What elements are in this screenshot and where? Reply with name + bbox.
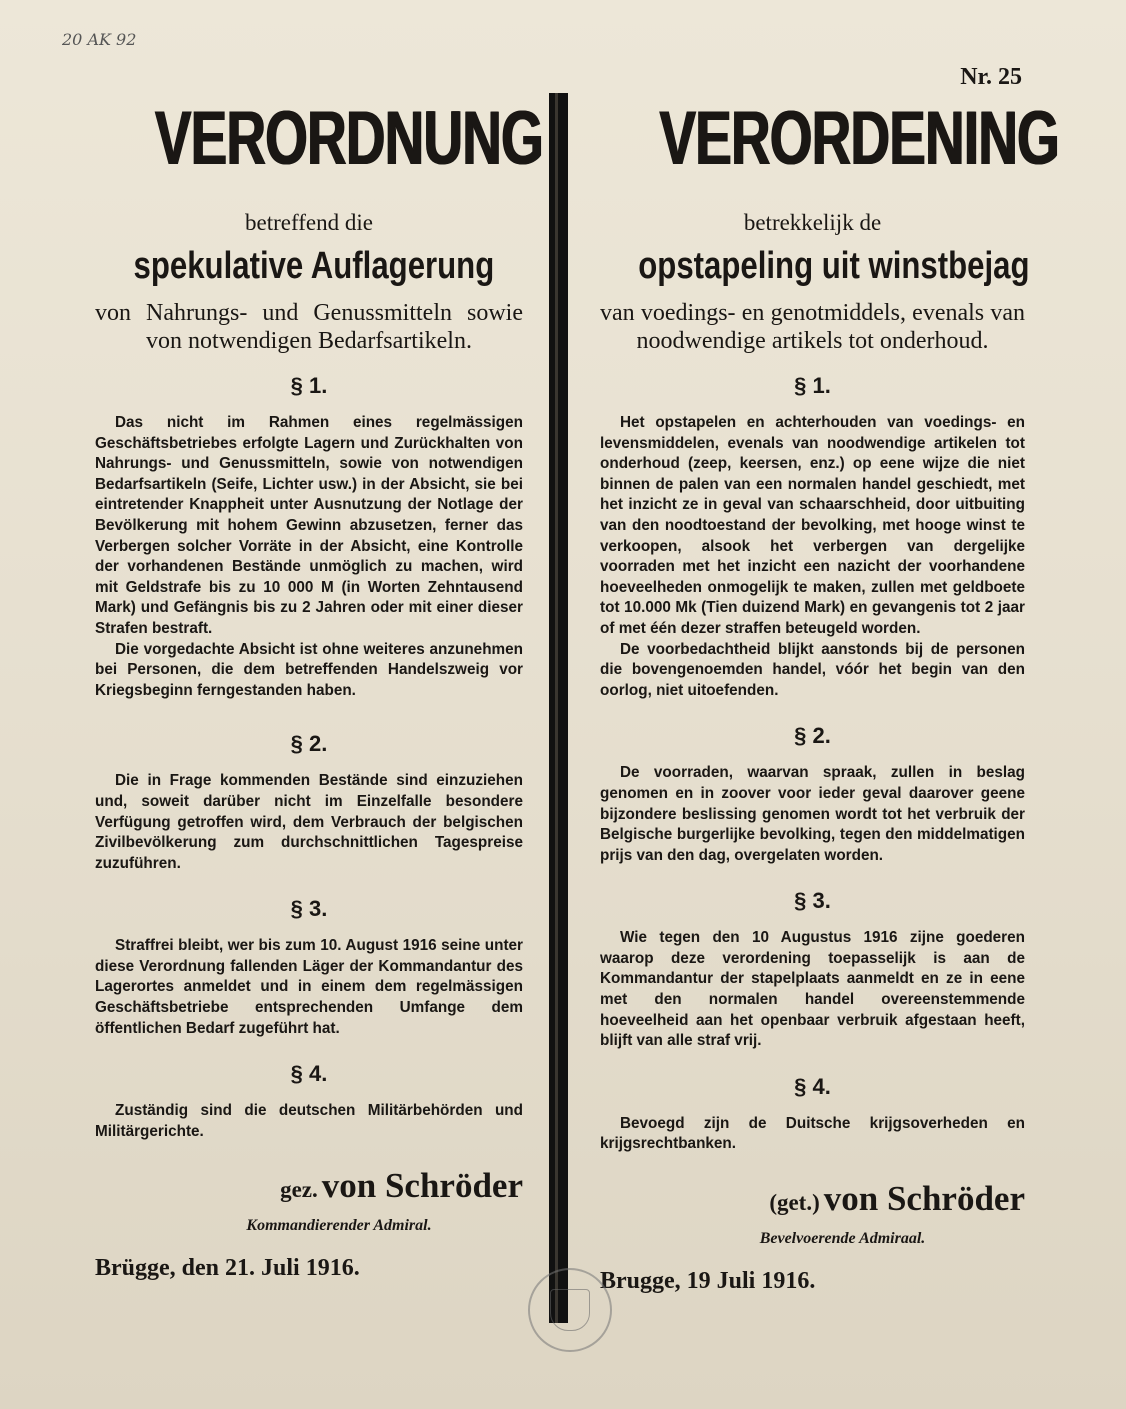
dutch-section-2-heading: § 2.: [794, 723, 831, 749]
german-subject-detail: von Nahrungs- und Genussmitteln sowie von notwendigen Bedarfsartikeln.: [95, 300, 523, 354]
german-section-3-text: Straffrei bleibt, wer bis zum 10. August 1916 seine unter diese Verordnung fallenden Läger der Kommandantur des Lagerortes anmeldet und in einem dem regelmässigen Geschäftsbetriebe entsprechenden Umfange dem öffentlichen Bedarf zugeführt hat.: [95, 937, 523, 1037]
dutch-section-3-text: Wie tegen den 10 Augustus 1916 zijne goederen waarop deze verordening toepasselijk is aan de Kommandantur der stapelplaats aanmeldt en ze in eene met den normalen handel overeenstemmende hoeveelheid aan het openbaar verbruik afgestaan heeft, blijft van alle straf vrij.: [600, 929, 1025, 1050]
column-divider: [549, 93, 568, 1323]
german-section-2-heading: § 2.: [290, 731, 328, 757]
german-column: [95, 93, 543, 1282]
german-subject: spekulative Auflagerung: [133, 245, 495, 287]
german-subtitle: betreffend die: [245, 210, 373, 235]
german-title: VERORDNUNG: [154, 96, 543, 181]
handwritten-note: 20 AK 92: [62, 30, 137, 49]
dutch-column: [600, 93, 1059, 1295]
dutch-section-1-text: Het opstapelen en achterhouden van voedings- en levensmiddelen, evenals van noodwendige artikelen tot onderhoud (zeep, keersen, enz.) op eene wijze die niet binnen de palen van een normalen handel geschiedt, met het inzicht ze in geval van schaarschheid, door uitbuiting van den noodtoestand der bevolking, met hooge winst te verkoopen, alsook het verbergen van dergelijke voorraden met het inzicht een nazicht der voorhandene hoeveelheden onmogelijk te maken, zullen met geldboete tot 10.000 Mk (Tien duizend Mark) en gevangenis tot 2 jaar of met één dezer straffen beteugeld worden.: [600, 414, 1025, 637]
dutch-section-2-text: De voorraden, waarvan spraak, zullen in beslag genomen en in zoover voor ieder geval daarover geene bijzondere beslissing genomen wordt tot het verbruik der Belgische burgerlijke bevolking, tegen den middelmatigen prijs van den dag, overgelaten worden.: [600, 764, 1025, 864]
dutch-place-date: Brugge, 19 Juli 1916.: [600, 1268, 816, 1295]
dutch-signature-name: von Schröder: [823, 1179, 1025, 1219]
dutch-title: VERORDENING: [659, 96, 1059, 181]
dutch-section-1-text-2: De voorbedachtheid blijkt aanstonds bij de personen die bovengenoemden handel, vóór het begin van den oorlog, niet uitoefenden.: [600, 640, 1025, 699]
german-rank: Kommandierender Admiral.: [246, 1217, 432, 1235]
dutch-subject: opstapeling uit winstbejag: [638, 245, 1030, 287]
dutch-rank: Bevelvoerende Admiraal.: [759, 1230, 926, 1248]
german-section-4-text: Zuständig sind die deutschen Militärbehörden und Militärgerichte.: [95, 1102, 523, 1140]
poster-number: Nr. 25: [960, 64, 1022, 90]
german-section-1-text: Das nicht im Rahmen eines regelmässigen Geschäftsbetriebes erfolgte Lagern und Zurückhalten von Nahrungs- und Genussmitteln, sowie von notwendigen Bedarfsartikeln (Seife, Lichter usw.) in der Absicht, sie bei eintretender Knappheit unter Ausnutzung der Notlage der Bevölkerung mit hohem Gewinn abzusetzen, ferner das Verbergen solcher Vorräte in der Absicht, eine Kontrolle der vorhandenen Bestände unmöglich zu machen, wird mit Geldstrafe bis zu 10 000 M (in Worten Zehntausend Mark) und Gefängnis bis zu 2 Jahren oder mit einer dieser Strafen bestraft.: [95, 414, 523, 637]
dutch-subject-detail: van voedings- en genotmiddels, evenals van noodwendige artikels tot onderhoud.: [600, 300, 1025, 354]
dutch-signature: [600, 1181, 1025, 1224]
german-place-date: Brügge, den 21. Juli 1916.: [95, 1255, 360, 1282]
dutch-section-1-heading: § 1.: [794, 373, 831, 398]
german-signature-prefix: gez.: [280, 1177, 318, 1203]
german-section-1-heading: § 1.: [290, 373, 328, 398]
german-section-3-heading: § 3.: [290, 896, 328, 922]
german-section-4-heading: § 4.: [290, 1061, 328, 1087]
dutch-section-4-text: Bevoegd zijn de Duitsche krijgsoverheden en krijgsrechtbanken.: [600, 1114, 1025, 1153]
dutch-signature-prefix: (get.): [769, 1190, 820, 1216]
german-signature-name: von Schröder: [321, 1166, 523, 1206]
dutch-subtitle: betrekkelijk de: [743, 210, 882, 235]
dutch-section-3-heading: § 3.: [794, 888, 831, 914]
library-stamp: [528, 1268, 612, 1352]
coat-of-arms-icon: [550, 1289, 590, 1331]
german-section-2-text: Die in Frage kommenden Bestände sind einzuziehen und, soweit darüber nicht im Einzelfalle besondere Verfügung getroffen wird, dem Verbrauch der belgischen Zivilbevölkerung zum durchschnittlichen Tagespreise zuzuführen.: [95, 772, 523, 872]
german-signature: [95, 1168, 523, 1211]
dutch-section-4-heading: § 4.: [794, 1073, 831, 1099]
german-section-1-text-2: Die vorgedachte Absicht ist ohne weiteres anzunehmen bei Personen, die dem betreffenden Handelszweig vor Kriegsbeginn ferngestanden haben.: [95, 640, 523, 699]
